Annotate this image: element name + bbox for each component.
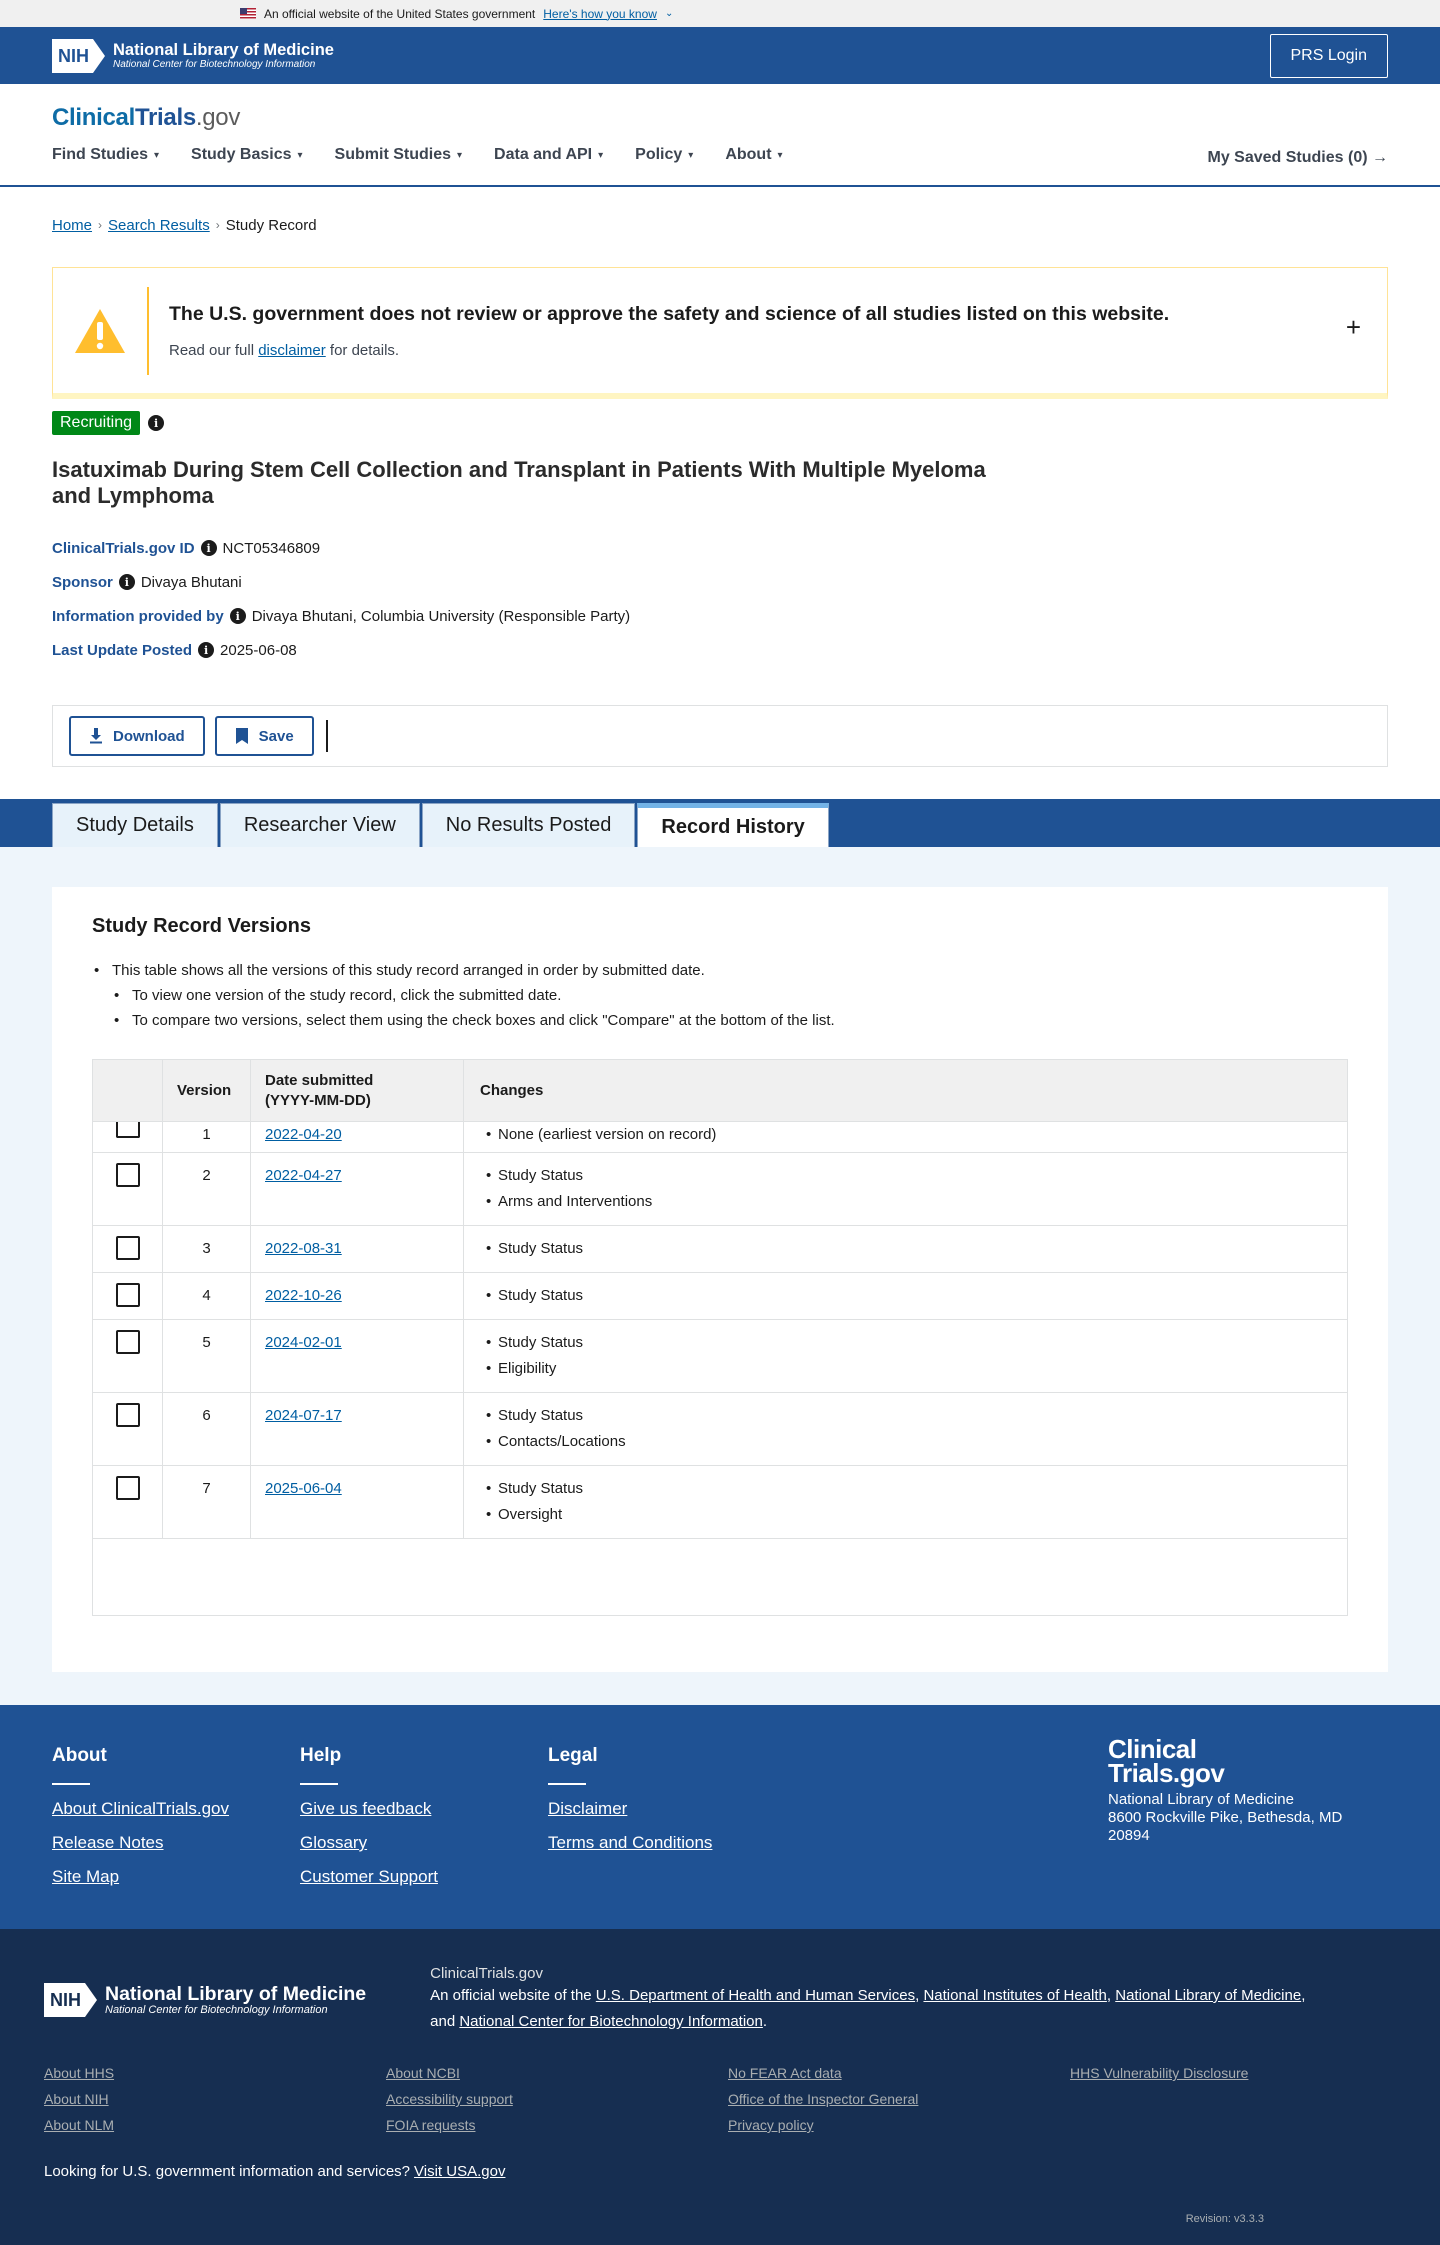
version-number: 5 — [163, 1320, 251, 1392]
footer-legal-col — [548, 1745, 796, 1901]
version-date-link[interactable]: 2024-02-01 — [265, 1334, 342, 1351]
chevron-down-icon[interactable]: ⌄ — [664, 8, 674, 19]
chevron-down-icon: ▾ — [297, 149, 303, 161]
empty-cell — [1070, 2117, 1412, 2133]
nih-header — [0, 27, 1440, 84]
version-changes — [464, 1122, 1347, 1152]
version-number: 1 — [163, 1122, 251, 1152]
footer-link[interactable]: Accessibility support — [386, 2091, 513, 2107]
footer-logo-line1: Clinical — [1108, 1734, 1197, 1764]
versions-card — [52, 887, 1388, 1672]
footer-bottom-links — [44, 2065, 1396, 2133]
footer-help-heading: Help — [300, 1745, 342, 1766]
version-date-cell — [251, 1153, 464, 1225]
version-date-cell — [251, 1122, 464, 1152]
version-changes — [464, 1273, 1347, 1319]
version-number: 7 — [163, 1466, 251, 1538]
footer-link[interactable]: About NCBI — [386, 2065, 460, 2081]
download-label: Download — [113, 727, 185, 745]
footer-link[interactable]: No FEAR Act data — [728, 2065, 842, 2081]
meta-label: Information provided by — [52, 607, 224, 625]
saved-studies-label: My Saved Studies (0) — [1207, 149, 1368, 166]
meta-label: ClinicalTrials.gov ID — [52, 539, 195, 557]
table-row — [93, 1466, 1347, 1539]
nav-data-api[interactable] — [494, 146, 603, 164]
version-checkbox[interactable] — [116, 1163, 140, 1187]
change-item: • Eligibility — [480, 1356, 1347, 1382]
footer-ct-logo[interactable] — [1108, 1734, 1342, 1788]
change-item: • Study Status — [480, 1476, 1347, 1502]
chevron-down-icon: ▾ — [688, 149, 694, 161]
note-item: • To compare two versions, select them using the check boxes and click "Compare" at the bottom of the list. — [92, 1008, 1348, 1033]
nav-label: About — [725, 146, 772, 163]
gov-banner — [0, 0, 1440, 27]
official-pre: An official website of the — [430, 1987, 596, 2004]
provided-by-value: Divaya Bhutani, Columbia University (Responsible Party) — [251, 607, 631, 625]
footer-link[interactable]: FOIA requests — [386, 2117, 476, 2133]
version-date-cell — [251, 1466, 464, 1538]
chevron-down-icon: ▾ — [777, 149, 783, 161]
usa-gov-link[interactable]: Visit USA.gov — [414, 2163, 506, 2180]
nih-badge-arrow — [93, 39, 105, 73]
nav-submit-studies[interactable] — [335, 146, 462, 164]
change-item: • Study Status — [480, 1163, 1347, 1189]
footer-link[interactable]: Privacy policy — [728, 2117, 814, 2133]
table-footer-space — [93, 1539, 1347, 1615]
table-row — [93, 1122, 1347, 1153]
official-website-text: ClinicalTrials.gov An official website of the U.S. Department of Health and Human Services, National Institutes of Health, National Library of Medicine, and National Center for Biotechnology Information. — [430, 1965, 1370, 2035]
how-you-know-link[interactable]: Here's how you know — [543, 6, 657, 21]
footer-nlm-subtitle: National Center for Biotechnology Information — [105, 2004, 328, 2016]
breadcrumb-home[interactable]: Home — [52, 216, 93, 234]
table-header — [93, 1060, 1347, 1122]
us-flag-icon — [240, 8, 256, 19]
version-date-link[interactable]: 2025-06-04 — [265, 1480, 342, 1497]
row-checkbox-cell — [93, 1273, 163, 1319]
download-icon — [89, 728, 103, 744]
version-date-link[interactable]: 2022-10-26 — [265, 1287, 342, 1304]
nav-find-studies[interactable] — [52, 146, 159, 164]
version-date-cell — [251, 1320, 464, 1392]
meta-provided-by — [52, 599, 1388, 633]
save-label: Save — [258, 727, 294, 745]
nav-label: Find Studies — [52, 146, 148, 163]
nlm-title: National Library of Medicine — [113, 40, 334, 59]
nih-badge-arrow — [85, 1983, 97, 2017]
info-icon[interactable]: i — [230, 608, 246, 624]
nlm-subtitle: National Center for Biotechnology Information — [113, 58, 316, 70]
chevron-right-icon: › — [98, 218, 103, 232]
table-row — [93, 1226, 1347, 1273]
note-item: • To view one version of the study record, click the submitted date. — [92, 983, 1348, 1008]
address-line: 20894 — [1108, 1827, 1150, 1844]
version-number: 6 — [163, 1393, 251, 1465]
header-version: Version — [163, 1060, 251, 1121]
footer-link[interactable]: About HHS — [44, 2065, 115, 2081]
disclaimer-pre: Read our full — [169, 341, 259, 359]
footer-link[interactable]: Release Notes — [52, 1833, 164, 1852]
row-checkbox-cell — [93, 1393, 163, 1465]
change-item: • Study Status — [480, 1403, 1347, 1429]
footer-link[interactable]: About ClinicalTrials.gov — [52, 1799, 229, 1818]
version-checkbox[interactable] — [116, 1122, 140, 1138]
empty-cell — [1070, 2091, 1412, 2107]
info-icon[interactable]: i — [119, 574, 135, 590]
footer-top — [0, 1705, 1440, 1929]
revision-text: Revision: v3.3.3 — [1185, 2213, 1264, 2225]
header-changes: Changes — [480, 1081, 544, 1099]
version-checkbox[interactable] — [116, 1236, 140, 1260]
version-date-cell — [251, 1273, 464, 1319]
footer-brand — [1108, 1734, 1343, 1845]
footer-address — [1108, 1791, 1342, 1845]
footer-about-col — [52, 1745, 300, 1901]
change-item: • None (earliest version on record) — [480, 1122, 1347, 1148]
usa-pre: Looking for U.S. government information and services? — [44, 2163, 411, 2180]
row-checkbox-cell — [93, 1122, 163, 1152]
version-changes — [464, 1153, 1347, 1225]
footer-link[interactable]: Customer Support — [300, 1867, 438, 1886]
info-icon[interactable]: i — [148, 415, 164, 431]
divider — [300, 1783, 338, 1785]
row-checkbox-cell — [93, 1153, 163, 1225]
footer-link[interactable]: HHS Vulnerability Disclosure — [1070, 2065, 1249, 2081]
nih-badge — [52, 39, 105, 73]
gov-banner-text: An official website of the United States government — [264, 6, 536, 21]
version-changes — [464, 1466, 1347, 1538]
nav-label: Policy — [635, 146, 683, 163]
breadcrumb-current: Study Record — [225, 216, 317, 234]
sponsor-value: Divaya Bhutani — [140, 573, 242, 591]
versions-heading: Study Record Versions — [92, 915, 311, 937]
change-item: • Study Status — [480, 1236, 1347, 1262]
study-meta — [0, 509, 1440, 667]
nav-about[interactable] — [725, 146, 782, 164]
header-date — [251, 1060, 464, 1121]
breadcrumb — [0, 187, 1440, 243]
version-changes — [464, 1320, 1347, 1392]
note-item: • This table shows all the versions of this study record arranged in order by submitted date. — [92, 958, 1348, 983]
version-date-cell — [251, 1393, 464, 1465]
version-date-link[interactable]: 2022-04-27 — [265, 1167, 342, 1184]
footer-link[interactable]: About NIH — [44, 2091, 109, 2107]
nlm-logo[interactable] — [52, 39, 334, 73]
version-changes — [464, 1393, 1347, 1465]
footer-nlm-title: National Library of Medicine — [105, 1983, 367, 2005]
hhs-link[interactable]: U.S. Department of Health and Human Services — [595, 1987, 916, 2004]
disclaimer-link[interactable]: disclaimer — [258, 341, 326, 359]
nct-id: NCT05346809 — [222, 539, 321, 557]
info-icon[interactable]: i — [201, 540, 217, 556]
header-date-line2: (YYYY-MM-DD) — [265, 1091, 371, 1109]
tab-no-results-posted[interactable]: No Results Posted — [422, 803, 636, 847]
disclaimer-post: for details. — [325, 341, 400, 359]
chevron-down-icon: ▾ — [457, 149, 463, 161]
clinicaltrials-logo[interactable] — [52, 84, 1388, 132]
nav-label: Data and API — [494, 146, 593, 163]
info-icon[interactable]: i — [198, 642, 214, 658]
disclaimer-heading: The U.S. government does not review or approve the safety and science of all studies listed on this website. — [169, 302, 1170, 325]
change-item: • Study Status — [480, 1330, 1347, 1356]
study-title: Isatuximab During Stem Cell Collection and Transplant in Patients With Multiple Myeloma and Lymphoma — [52, 457, 986, 508]
status-row — [0, 399, 1440, 435]
row-checkbox-cell — [93, 1466, 163, 1538]
version-number: 2 — [163, 1153, 251, 1225]
content-area — [0, 847, 1440, 1705]
footer-about-heading: About — [52, 1745, 107, 1766]
tab-record-history[interactable]: Record History — [637, 803, 828, 847]
breadcrumb-search-results[interactable]: Search Results — [108, 216, 210, 234]
nih-badge-text: NIH — [52, 39, 93, 73]
divider — [52, 1783, 90, 1785]
save-button[interactable] — [215, 716, 314, 756]
chevron-down-icon: ▾ — [154, 149, 160, 161]
nav-label: Submit Studies — [334, 146, 451, 163]
official-and: and — [430, 2013, 460, 2030]
nav-policy[interactable] — [635, 146, 693, 164]
ncbi-link[interactable]: National Center for Biotechnology Information — [459, 2013, 763, 2030]
chevron-down-icon: ▾ — [598, 149, 604, 161]
table-row — [93, 1153, 1347, 1226]
nih-link[interactable]: National Institutes of Health — [923, 1987, 1107, 2004]
version-number: 4 — [163, 1273, 251, 1319]
prs-login-button[interactable]: PRS Login — [1270, 34, 1389, 78]
recruiting-status-badge: Recruiting — [52, 411, 140, 435]
last-update-value: 2025-06-08 — [220, 641, 297, 659]
version-number: 3 — [163, 1226, 251, 1272]
row-checkbox-cell — [93, 1320, 163, 1392]
meta-id — [52, 531, 1388, 565]
version-checkbox[interactable] — [116, 1403, 140, 1427]
footer-bottom — [0, 1929, 1440, 2245]
nav-study-basics[interactable] — [191, 146, 303, 164]
footer-site-name: ClinicalTrials.gov — [430, 1965, 543, 1982]
main-nav — [52, 146, 1388, 164]
meta-sponsor — [52, 565, 1388, 599]
disclaimer-alert — [52, 267, 1388, 399]
footer-help-col — [300, 1745, 548, 1901]
footer-link[interactable]: Give us feedback — [300, 1799, 432, 1818]
logo-part-clinical: Clinical — [52, 104, 135, 131]
table-row — [93, 1273, 1347, 1320]
footer-link[interactable]: About NLM — [44, 2117, 115, 2133]
footer-link[interactable]: Terms and Conditions — [548, 1833, 713, 1852]
logo-part-gov: .gov — [195, 104, 241, 131]
version-date-link[interactable]: 2022-08-31 — [265, 1240, 342, 1257]
header-date-line1: Date submitted — [265, 1071, 374, 1089]
version-date-cell — [251, 1226, 464, 1272]
site-header — [0, 84, 1440, 187]
footer-link[interactable]: Office of the Inspector General — [728, 2091, 919, 2107]
expand-plus-icon[interactable]: + — [1345, 312, 1361, 342]
nih-badge-text: NIH — [44, 1983, 85, 2017]
footer-link[interactable]: Disclaimer — [548, 1799, 628, 1818]
footer-logo-line2: Trials.gov — [1108, 1758, 1225, 1788]
version-date-link[interactable]: 2022-04-20 — [265, 1126, 342, 1143]
nlm-link[interactable]: National Library of Medicine — [1115, 1987, 1302, 2004]
arrow-right-icon: → — [1372, 149, 1388, 166]
change-item: • Contacts/Locations — [480, 1429, 1347, 1455]
tab-researcher-view[interactable]: Researcher View — [220, 803, 420, 847]
meta-last-update — [52, 633, 1388, 667]
row-checkbox-cell — [93, 1226, 163, 1272]
table-row — [93, 1393, 1347, 1466]
address-line: National Library of Medicine — [1108, 1791, 1294, 1808]
footer-legal-heading: Legal — [548, 1745, 598, 1766]
tab-bar — [0, 799, 1440, 847]
chevron-right-icon: › — [215, 218, 220, 232]
version-checkbox[interactable] — [116, 1283, 140, 1307]
meta-label: Sponsor — [52, 573, 113, 591]
version-changes — [464, 1226, 1347, 1272]
usa-gov-row — [44, 2163, 1396, 2180]
versions-notes — [92, 958, 1348, 1033]
change-item: • Study Status — [480, 1283, 1347, 1309]
saved-studies-link[interactable] — [1208, 149, 1389, 167]
table-row — [93, 1320, 1347, 1393]
header-checkbox-col — [93, 1060, 163, 1121]
nih-badge — [44, 1983, 97, 2017]
footer-link[interactable]: Glossary — [300, 1833, 368, 1852]
footer-link[interactable]: Site Map — [52, 1867, 120, 1886]
disclaimer-detail — [169, 342, 1169, 359]
version-checkbox[interactable] — [116, 1476, 140, 1500]
meta-label: Last Update Posted — [52, 641, 193, 659]
download-button[interactable] — [69, 716, 205, 756]
warning-icon — [53, 287, 149, 375]
bookmark-icon — [235, 727, 249, 745]
text-cursor — [326, 720, 328, 752]
version-checkbox[interactable] — [116, 1330, 140, 1354]
change-item: • Oversight — [480, 1502, 1347, 1528]
footer-nlm-logo[interactable] — [44, 1965, 366, 2035]
nlm-text — [113, 41, 334, 71]
version-date-link[interactable]: 2024-07-17 — [265, 1407, 342, 1424]
nav-label: Study Basics — [191, 146, 292, 163]
change-item: • Arms and Interventions — [480, 1189, 1347, 1215]
address-line: 8600 Rockville Pike, Bethesda, MD — [1108, 1809, 1343, 1826]
divider — [548, 1783, 586, 1785]
tab-study-details[interactable]: Study Details — [52, 803, 218, 847]
action-bar — [52, 705, 1388, 767]
versions-table — [92, 1059, 1348, 1616]
logo-part-trials: Trials — [134, 104, 196, 131]
